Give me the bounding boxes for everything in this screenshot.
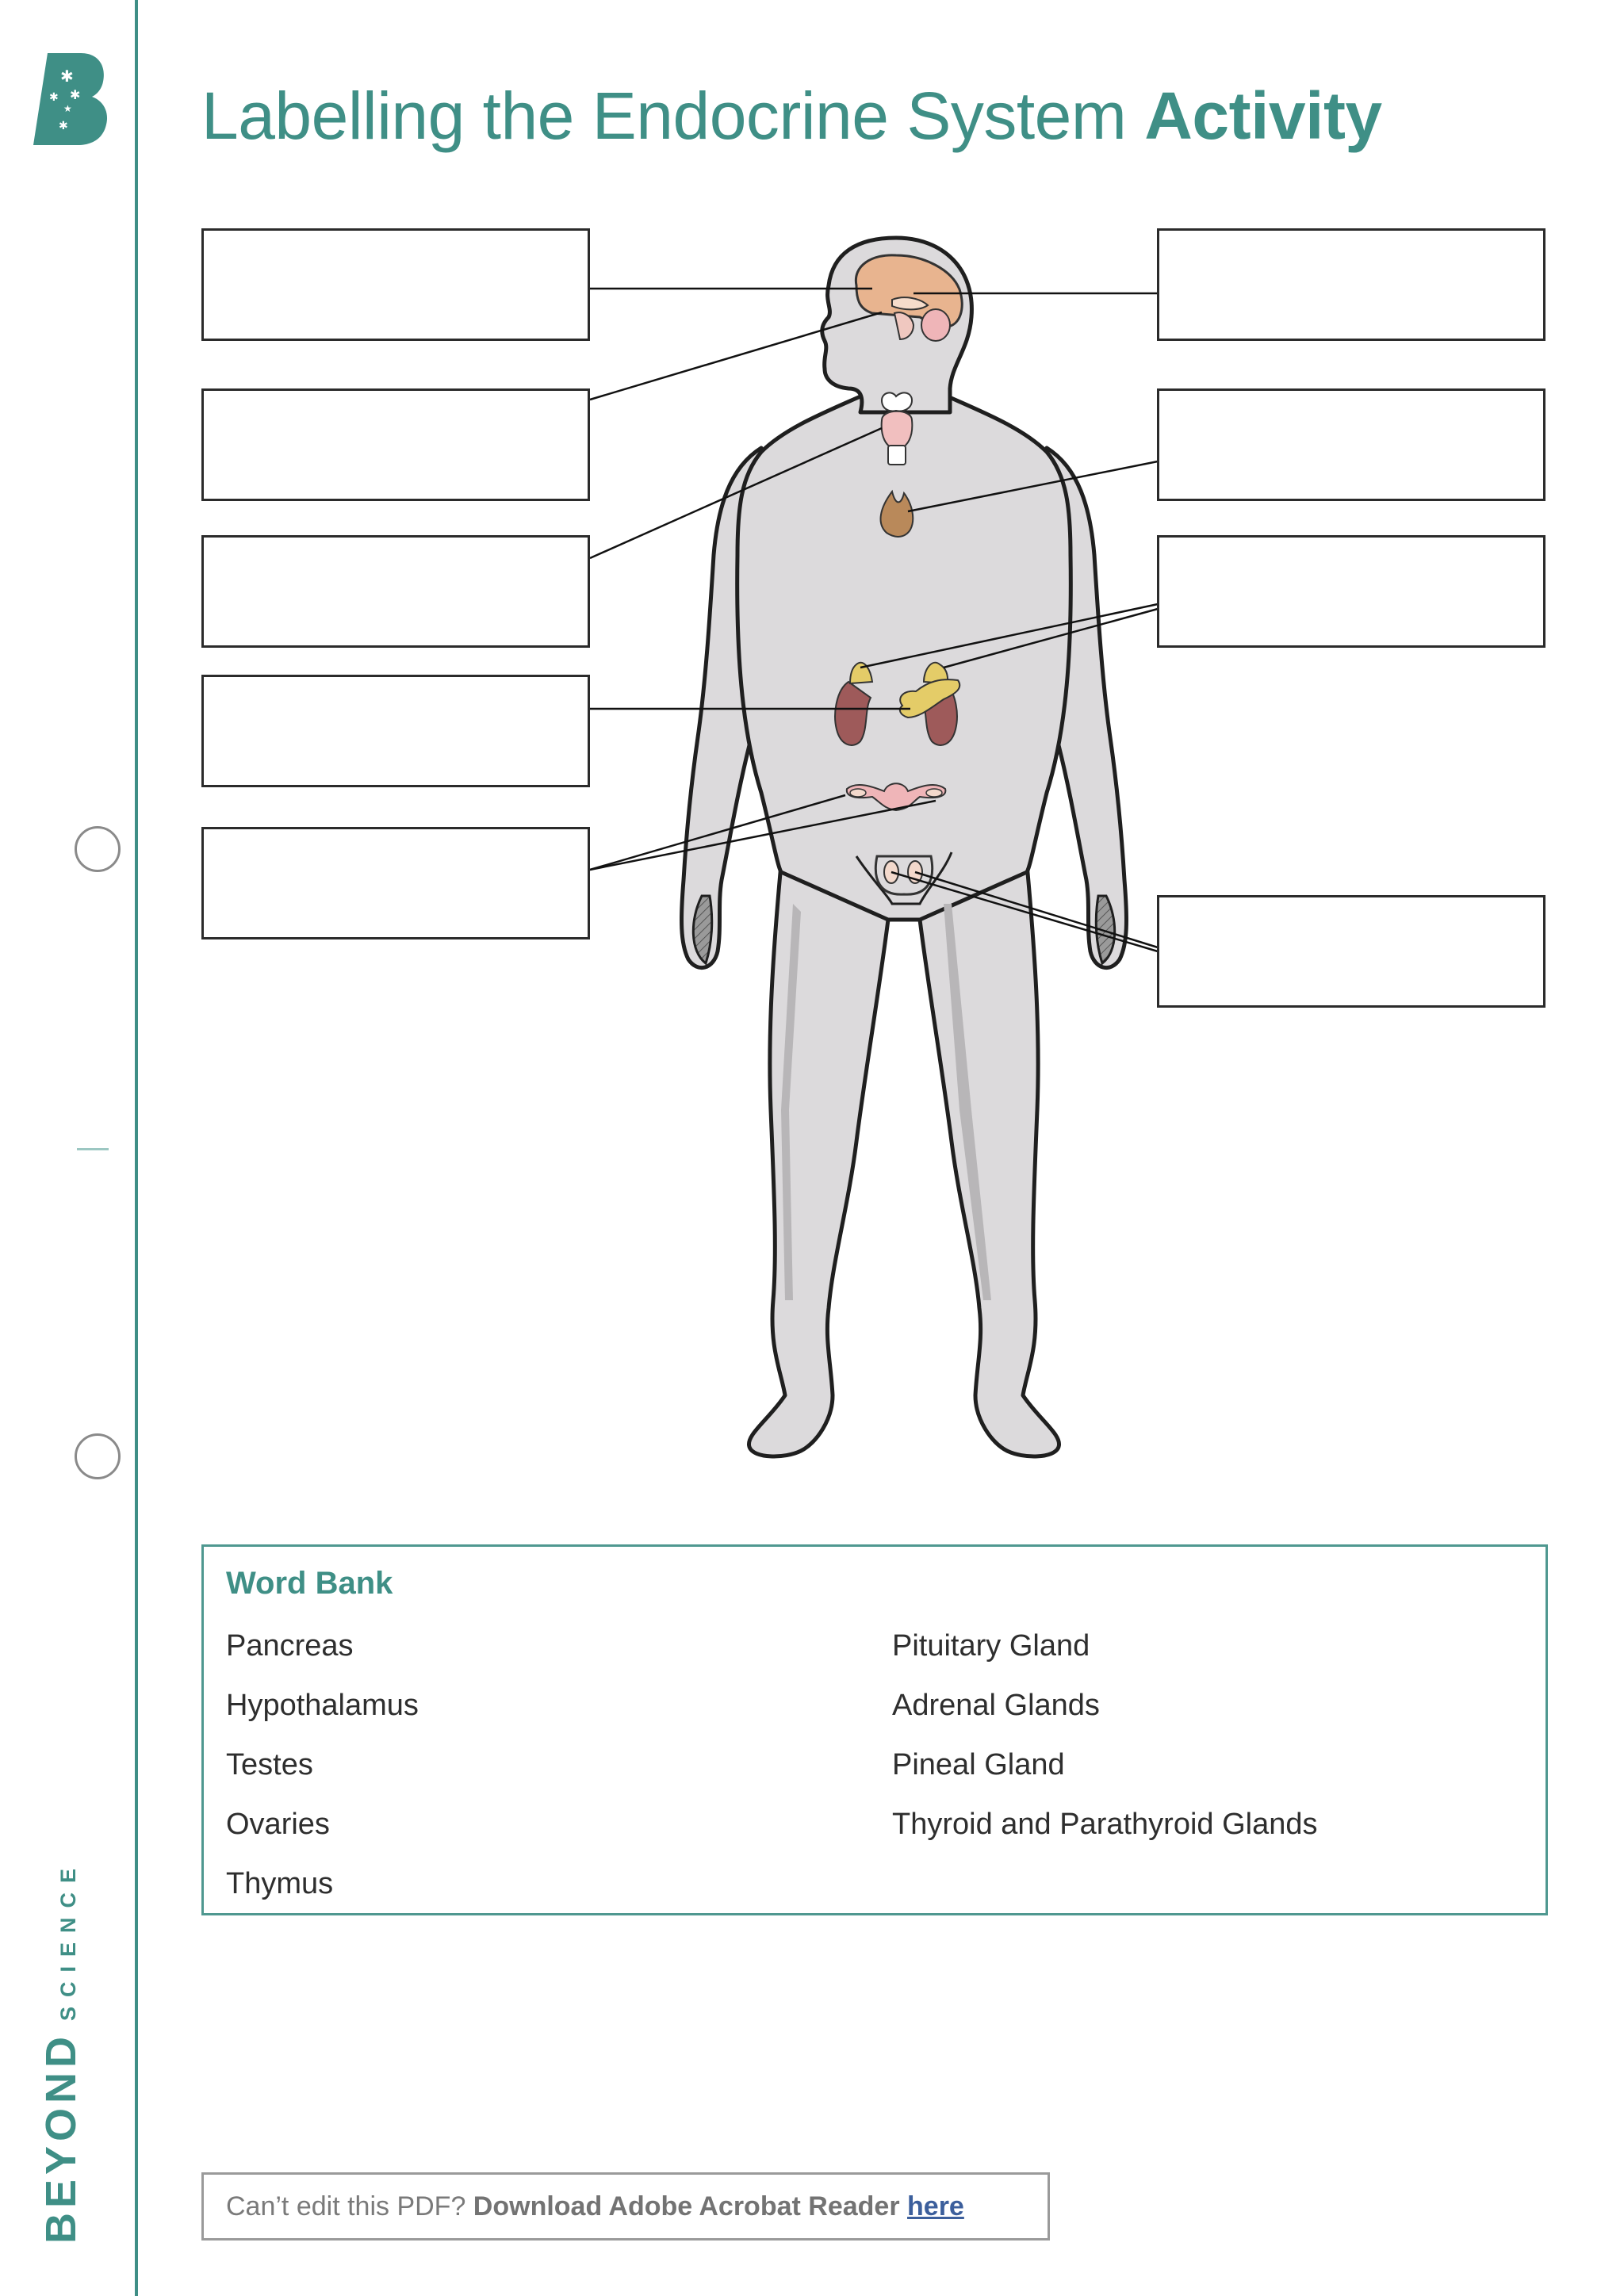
label-box-right-4[interactable]	[1157, 895, 1545, 1008]
word-bank-item: Thymus	[226, 1867, 334, 1900]
word-bank-item: Testes	[226, 1748, 313, 1781]
svg-text:✱: ✱	[59, 120, 68, 132]
title-bold: Activity	[1144, 78, 1382, 153]
acrobat-download-note	[201, 2172, 1050, 2241]
svg-text:✱: ✱	[60, 67, 74, 86]
download-acrobat-link[interactable]: here	[907, 2191, 964, 2221]
footer-bold-text: Download Adobe Acrobat Reader	[473, 2191, 908, 2221]
label-box-right-2[interactable]	[1157, 388, 1545, 501]
word-bank-item: Pancreas	[226, 1629, 354, 1663]
label-box-right-1[interactable]	[1157, 228, 1545, 341]
svg-text:✱: ✱	[49, 91, 59, 104]
brand-word-science: SCIENCE	[56, 1858, 80, 2021]
svg-text:✱: ✱	[70, 87, 81, 102]
word-bank-title: Word Bank	[226, 1566, 393, 1601]
word-bank-item: Adrenal Glands	[892, 1689, 1100, 1722]
title-regular: Labelling the Endocrine System	[201, 78, 1145, 153]
label-box-left-1[interactable]	[201, 228, 590, 341]
label-box-left-2[interactable]	[201, 388, 590, 501]
word-bank-item: Ovaries	[226, 1808, 330, 1841]
footer-prefix: Can’t edit this PDF?	[226, 2191, 473, 2221]
word-bank-item: Pituitary Gland	[892, 1629, 1090, 1663]
word-bank	[201, 1544, 1548, 1915]
word-bank-column-2	[892, 1626, 1318, 1864]
label-box-left-5[interactable]	[201, 827, 590, 939]
label-box-left-4[interactable]	[201, 675, 590, 787]
word-bank-item: Hypothalamus	[226, 1689, 419, 1722]
label-box-left-3[interactable]	[201, 535, 590, 648]
word-bank-item: Thyroid and Parathyroid Glands	[892, 1808, 1318, 1841]
word-bank-column-1	[226, 1626, 419, 1923]
svg-text:★: ★	[63, 103, 72, 114]
brand-word-beyond: BEYOND	[37, 2031, 85, 2244]
word-bank-item: Pineal Gland	[892, 1748, 1065, 1781]
label-box-right-3[interactable]	[1157, 535, 1545, 648]
